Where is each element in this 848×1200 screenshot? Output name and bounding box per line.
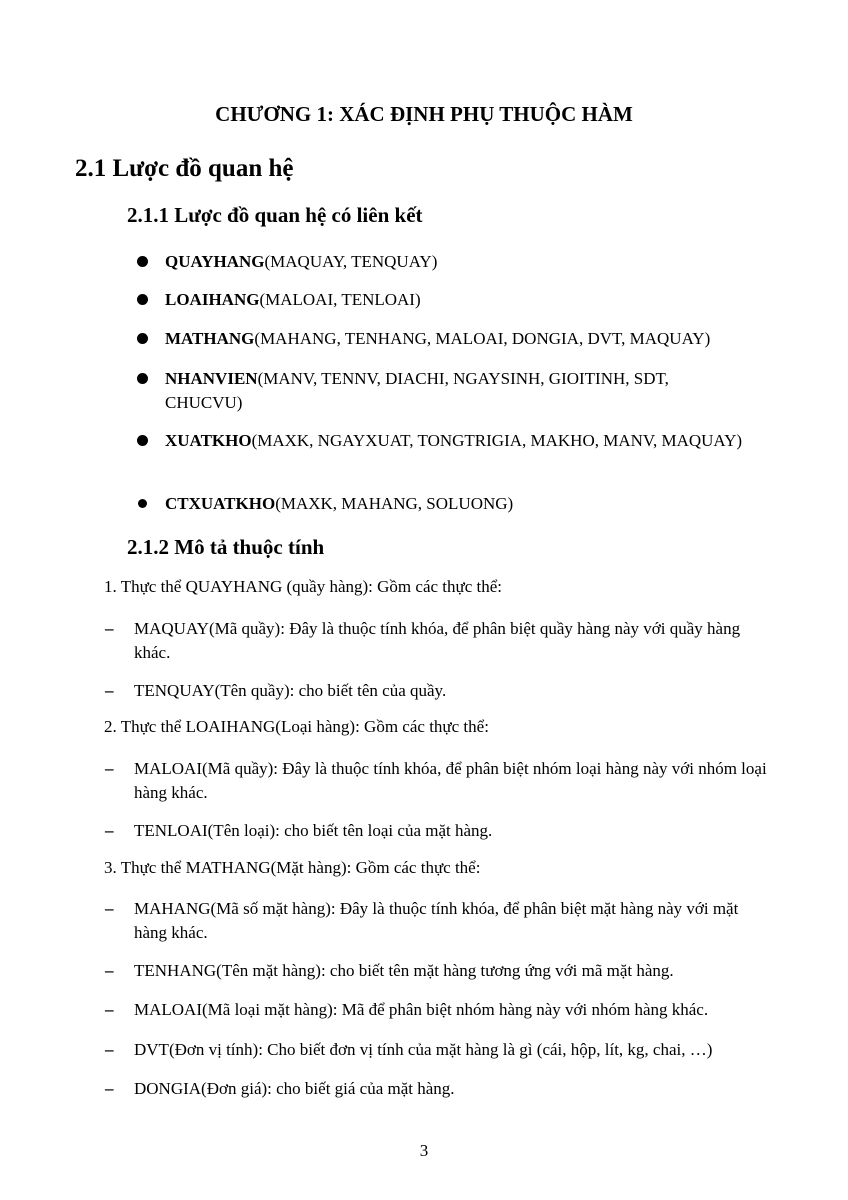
attribute-text: MALOAI(Mã loại mặt hàng): Mã để phân biệt nhóm hàng này với nhóm hàng khác. [134, 1000, 709, 1019]
dash-icon: – [105, 821, 114, 840]
attribute-text: TENQUAY(Tên quầy): cho biết tên của quầy. [134, 681, 447, 700]
relation-name: NHANVIEN [165, 369, 258, 388]
relation-name: LOAIHANG [165, 290, 260, 309]
attribute-text: DONGIA(Đơn giá): cho biết giá của mặt hàng. [134, 1079, 455, 1098]
attribute-text: MALOAI(Mã quầy): Đây là thuộc tính khóa, để phân biệt nhóm loại hàng này với nhóm loại hàng khác. [134, 759, 767, 802]
entity-heading: 2. Thực thể LOAIHANG(Loại hàng): Gồm các thực thể: [104, 717, 489, 736]
relation-name: QUAYHANG [165, 252, 265, 271]
relation-attrs: (MAHANG, TENHANG, MALOAI, DONGIA, DVT, MAQUAY) [254, 329, 711, 348]
bullet-icon [137, 373, 148, 384]
dash-icon: – [105, 1000, 114, 1019]
bullet-icon [137, 256, 148, 267]
attribute-text: TENLOAI(Tên loại): cho biết tên loại của mặt hàng. [134, 821, 493, 840]
relation-name: XUATKHO [165, 431, 252, 450]
dash-icon: – [105, 961, 114, 980]
dash-icon: – [105, 899, 114, 918]
attribute-text: TENHANG(Tên mặt hàng): cho biết tên mặt hàng tương ứng với mã mặt hàng. [134, 961, 674, 980]
relation-attrs: (MANV, TENNV, DIACHI, NGAYSINH, GIOITINH, SDT, CHUCVU) [165, 369, 669, 412]
bullet-icon [137, 333, 148, 344]
attribute-text: MAQUAY(Mã quầy): Đây là thuộc tính khóa, để phân biệt quầy hàng này với quầy hàng khác. [134, 619, 741, 662]
relation-name: CTXUATKHO [165, 494, 276, 513]
dash-icon: – [105, 681, 114, 700]
subsection-title-relations: 2.1.1 Lược đồ quan hệ có liên kết [127, 203, 423, 227]
attribute-text: DVT(Đơn vị tính): Cho biết đơn vị tính của mặt hàng là gì (cái, hộp, lít, kg, chai, …) [134, 1040, 713, 1059]
dash-icon: – [105, 1040, 114, 1059]
page-number: 3 [419, 1141, 429, 1160]
dash-icon: – [105, 1079, 114, 1098]
bullet-icon [137, 435, 148, 446]
chapter-title: CHƯƠNG 1: XÁC ĐỊNH PHỤ THUỘC HÀM [215, 102, 633, 126]
section-title: 2.1 Lược đồ quan hệ [75, 155, 294, 182]
attribute-text: MAHANG(Mã số mặt hàng): Đây là thuộc tính khóa, để phân biệt mặt hàng này với mặt hàng khác. [134, 899, 739, 942]
bullet-icon [138, 499, 147, 508]
relation-attrs: (MAQUAY, TENQUAY) [264, 252, 438, 271]
relation-name: MATHANG [165, 329, 255, 348]
relation-attrs: (MAXK, MAHANG, SOLUONG) [275, 494, 514, 513]
bullet-icon [137, 294, 148, 305]
entity-heading: 1. Thực thể QUAYHANG (quầy hàng): Gồm các thực thể: [104, 577, 503, 596]
dash-icon: – [105, 619, 114, 638]
subsection-title-attributes: 2.1.2 Mô tả thuộc tính [127, 535, 325, 559]
dash-icon: – [105, 759, 114, 778]
entity-heading: 3. Thực thể MATHANG(Mặt hàng): Gồm các thực thể: [104, 858, 481, 877]
relation-attrs: (MALOAI, TENLOAI) [259, 290, 421, 309]
relation-attrs: (MAXK, NGAYXUAT, TONGTRIGIA, MAKHO, MANV, MAQUAY) [251, 431, 743, 450]
